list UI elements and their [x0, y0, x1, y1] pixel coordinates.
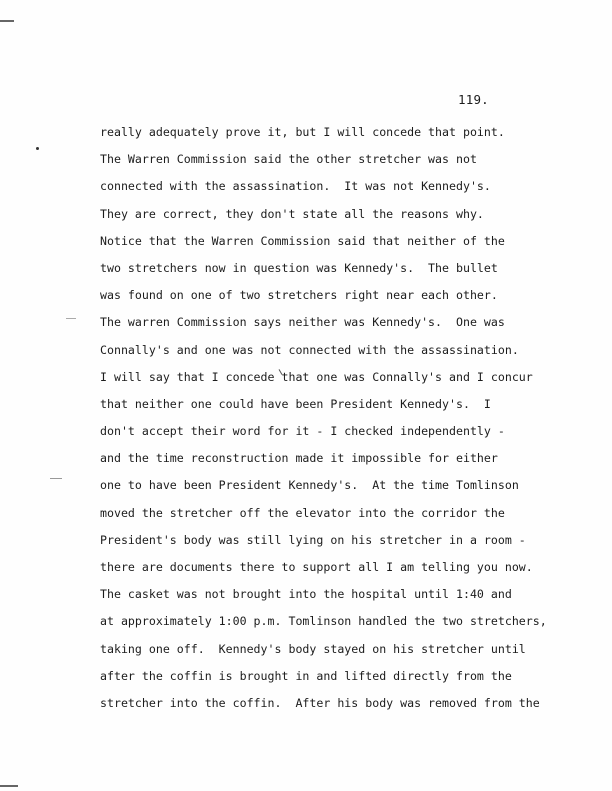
text-line: stretcher into the coffin. After his body was removed from the [100, 695, 540, 710]
text-line: They are correct, they don't state all the reasons why. [100, 206, 484, 221]
text-line: Connally's and one was not connected with the assassination. [100, 342, 519, 357]
text-line: at approximately 1:00 p.m. Tomlinson handled the two stretchers, [100, 614, 547, 629]
text-line: and the time reconstruction made it impossible for either [100, 451, 498, 466]
typewritten-body [100, 122, 600, 720]
page-number: 119. [458, 92, 489, 107]
text-line: really adequately prove it, but I will concede that point. [100, 125, 505, 139]
text-line: The casket was not brought into the hospital until 1:40 and [100, 587, 512, 602]
text-line: President's body was still lying on his stretcher in a room - [100, 532, 526, 547]
scan-artifact-bottom [0, 785, 18, 787]
scan-artifact-top [0, 20, 14, 22]
text-line: was found on one of two stretchers right near each other. [100, 288, 498, 303]
scan-artifact-dash [66, 318, 76, 319]
text-line: connected with the assassination. It was not Kennedy's. [100, 179, 491, 194]
text-line: that neither one could have been President Kennedy's. I [100, 396, 491, 411]
text-line: Notice that the Warren Commission said that neither of the [100, 233, 505, 248]
text-line: taking one off. Kennedy's body stayed on his stretcher until [100, 641, 526, 656]
scan-artifact-dash [50, 478, 62, 479]
text-line: I will say that I concede that one was Connally's and I concur [100, 369, 533, 384]
text-line: after the coffin is brought in and lifted directly from the [100, 668, 512, 683]
text-line: moved the stretcher off the elevator into the corridor the [100, 505, 505, 520]
text-line: The warren Commission says neither was Kennedy's. One was [100, 315, 505, 330]
text-line: there are documents there to support all I am telling you now. [100, 560, 533, 574]
text-line: one to have been President Kennedy's. At the time Tomlinson [100, 478, 519, 493]
text-line: The Warren Commission said the other stretcher was not [100, 152, 477, 167]
scan-artifact-dot [36, 147, 39, 150]
text-line: two stretchers now in question was Kennedy's. The bullet [100, 260, 498, 275]
text-line: don't accept their word for it - I checked independently - [100, 424, 505, 439]
